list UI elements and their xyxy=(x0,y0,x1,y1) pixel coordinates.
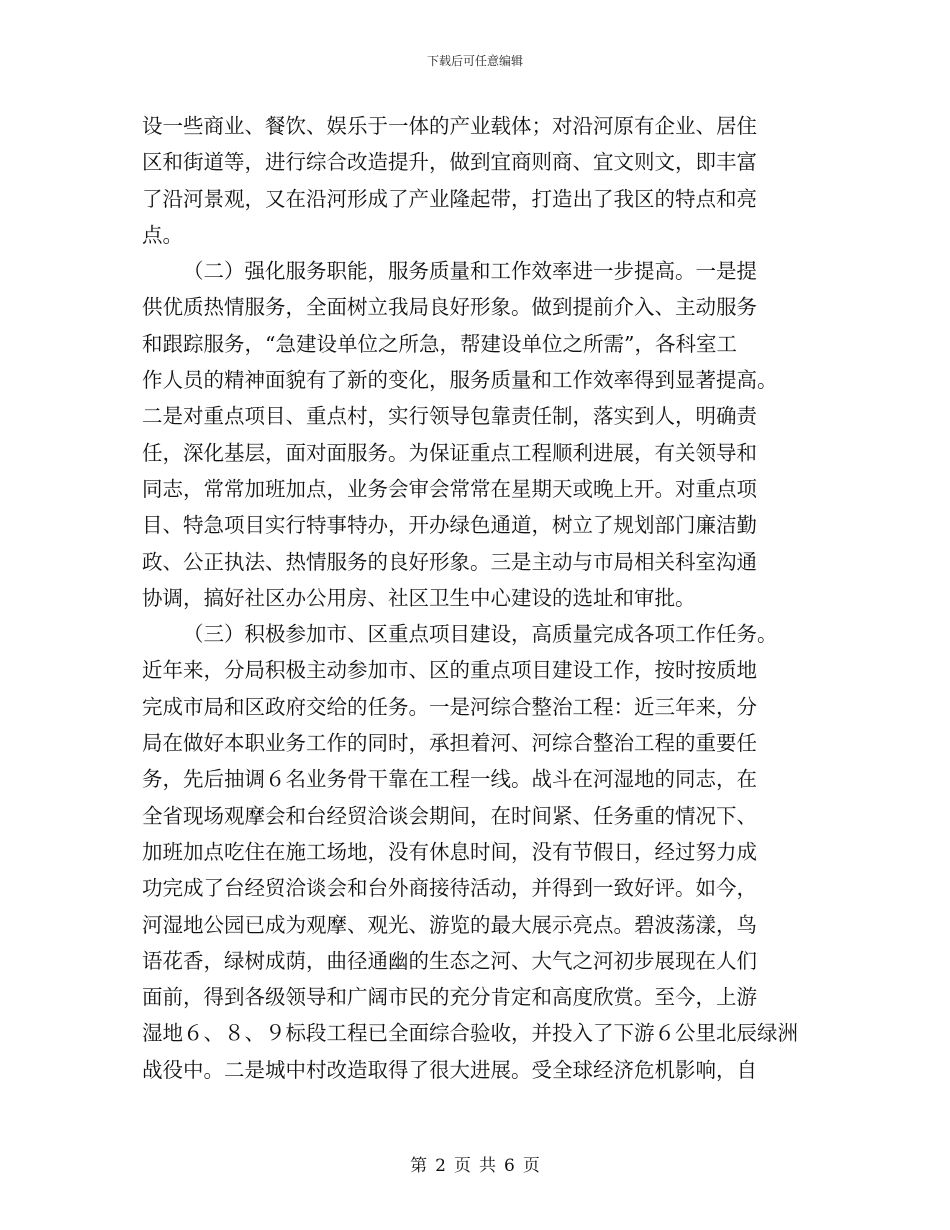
text-line: 语花香，绿树成荫，曲径通幽的生态之河、大气之河初步展现在人们 xyxy=(142,948,757,973)
text-line: 同志，常常加班加点，业务会审会常常在星期天或晚上开。对重点项 xyxy=(142,476,757,501)
text-line: （三）积极参加市、区重点项目建设，高质量完成各项工作任务。 xyxy=(183,622,778,647)
body-text xyxy=(142,108,800,1088)
text-line: 全省现场观摩会和台经贸洽谈会期间，在时间紧、任务重的情况下、 xyxy=(142,803,757,828)
page-header: 下载后可任意编辑 xyxy=(426,54,523,68)
text-line: 加班加点吃住在施工场地，没有休息时间，没有节假日，经过努力成 xyxy=(142,839,757,864)
footer-prefix: 第 xyxy=(410,1156,428,1176)
text-line: 设一些商业、餐饮、娱乐于一体的产业载体；对沿河原有企业、居住 xyxy=(142,114,757,138)
text-line: 务，先后抽调６名业务骨干靠在工程一线。战斗在河湿地的同志，在 xyxy=(142,767,757,792)
text-line: 点。 xyxy=(142,222,183,247)
text-line: 协调，搞好社区办公用房、社区卫生中心建设的选址和审批。 xyxy=(142,585,696,610)
footer-total-word: 共 xyxy=(479,1156,496,1176)
text-line: （二）强化服务职能，服务质量和工作效率进一步提高。一是提 xyxy=(183,259,757,284)
page-footer xyxy=(0,1155,950,1177)
text-line: 二是对重点项目、重点村，实行领导包靠责任制，落实到人，明确责 xyxy=(142,404,757,429)
text-line: 政、公正执法、热情服务的良好形象。三是主动与市局相关科室沟通 xyxy=(142,549,757,574)
text-line: 区和街道等，进行综合改造提升，做到宜商则商、宜文则文，即丰富 xyxy=(142,150,757,175)
text-line: 河湿地公园已成为观摩、观光、游览的最大展示亮点。碧波荡漾，鸟 xyxy=(142,912,757,937)
text-line: 湿地６、８、９标段工程已全面综合验收，并投入了下游６公里北辰绿洲 xyxy=(142,1021,798,1046)
footer-suffix: 页 xyxy=(522,1156,540,1176)
text-line: 战役中。二是城中村改造取得了很大进展。受全球经济危机影响，自 xyxy=(142,1057,757,1082)
text-line: 面前，得到各级领导和广阔市民的充分肯定和高度欣赏。至今，上游 xyxy=(142,985,757,1010)
text-line: 作人员的精神面貌有了新的变化，服务质量和工作效率得到显著提高。 xyxy=(142,368,778,393)
footer-total-pages: 6 xyxy=(504,1156,515,1176)
text-line: 近年来，分局积极主动参加市、区的重点项目建设工作，按时按质地 xyxy=(142,658,757,683)
text-line: 局在做好本职业务工作的同时，承担着河、河综合整治工程的重要任 xyxy=(142,731,757,756)
text-line: 完成市局和区政府交给的任务。一是河综合整治工程：近三年来，分 xyxy=(142,694,757,719)
text-line: 任，深化基层，面对面服务。为保证重点工程顺利进展，有关领导和 xyxy=(142,440,757,465)
text-line: 目、特急项目实行特事特办，开办绿色通道，树立了规划部门廉洁勤 xyxy=(142,513,757,538)
text-line: 了沿河景观，又在沿河形成了产业隆起带，打造出了我区的特点和亮 xyxy=(142,186,757,211)
footer-page-word: 页 xyxy=(454,1156,471,1176)
footer-page-number: 2 xyxy=(435,1156,446,1176)
text-line: 和跟踪服务，“急建设单位之所急，帮建设单位之所需”，各科室工 xyxy=(142,331,737,356)
text-line: 供优质热情服务，全面树立我局良好形象。做到提前介入、主动服务 xyxy=(142,295,757,320)
text-line: 功完成了台经贸洽谈会和台外商接待活动，并得到一致好评。如今， xyxy=(142,876,757,901)
